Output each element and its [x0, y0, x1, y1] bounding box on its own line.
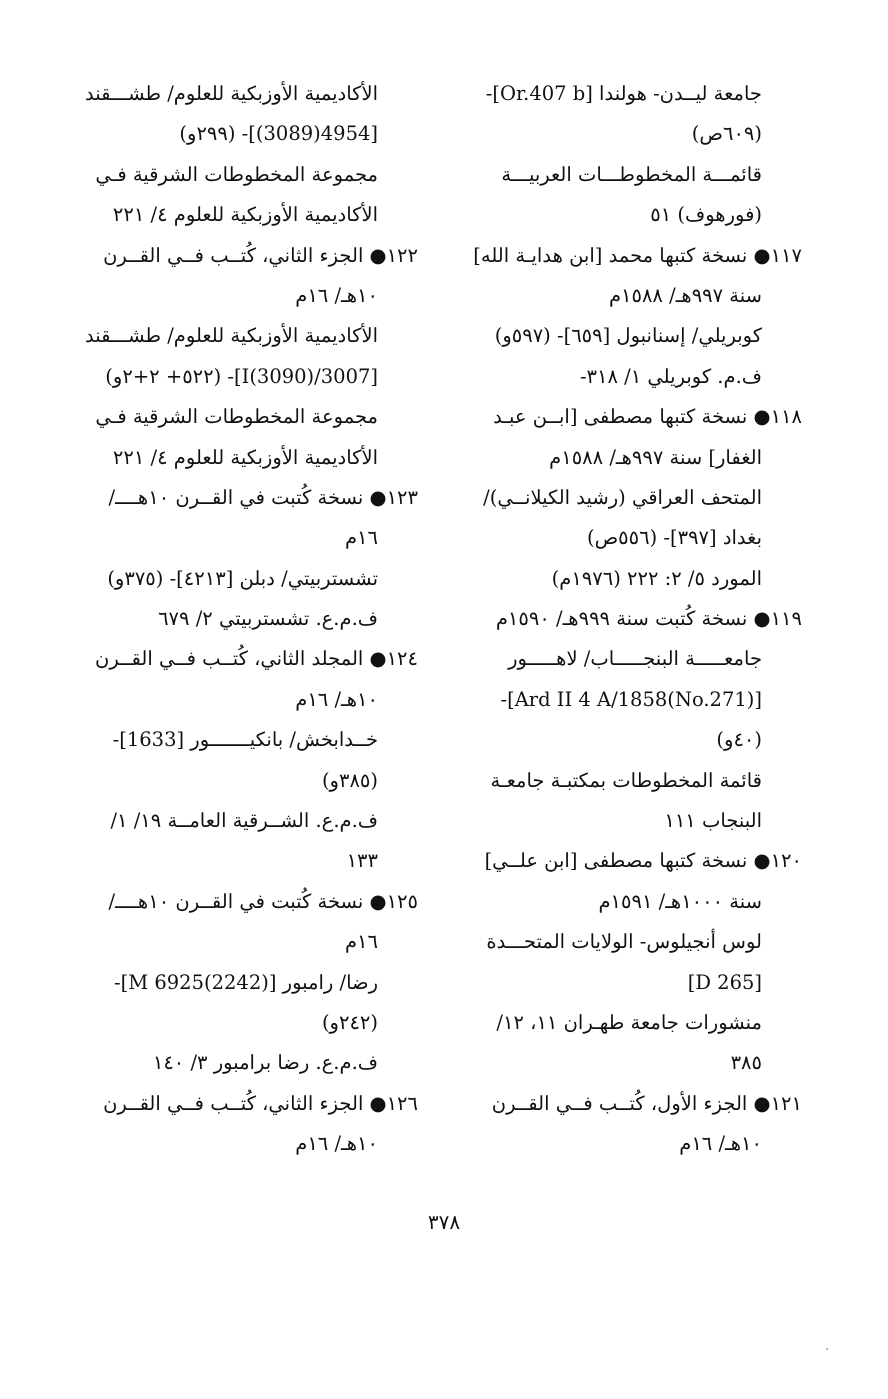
entry-heading-line: ١٢٤● المجلد الثاني، كُتــب فــي القــرن	[95, 647, 418, 671]
entry-line: بغداد [٣٩٧]- (٥٥٦ص)	[586, 526, 762, 550]
entry-line: ف.م.ع. الشــرقية العامــة ١٩/ ١/	[110, 809, 378, 833]
entry-line: المتحف العراقي (رشيد الكيلانــي)/	[483, 485, 762, 509]
entry-line: ١٠هـ/ ١٦م	[295, 1132, 378, 1156]
entry-line: [3007/I(3090)]- (٥٢٢+ ٢+٢و)	[105, 364, 378, 388]
entry-line: [D 265]	[687, 970, 762, 994]
entry-line: [(No.271)Ard II 4 A/1858]-	[500, 687, 762, 711]
entry-line: ف.م.ع. رضا برامبور ٣/ ١٤٠	[152, 1051, 378, 1075]
entry-line: ١٦م	[344, 930, 378, 954]
right-column	[462, 74, 802, 1165]
entry-heading-line: ١٢٥● نسخة كُتبت في القــرن ١٠هــــ/	[108, 889, 418, 913]
entry-line: (٦٠٩ص)	[691, 122, 762, 146]
entry-line: (فورهوف) ٥١	[650, 203, 762, 227]
entry-heading-line: ١١٨● نسخة كتبها مصطفى [ابــن عبـد	[493, 405, 802, 429]
entry-line: كوبريلي/ إسنانبول [٦٥٩]- (٥٩٧و)	[494, 324, 762, 348]
entry-line: ١٣٣	[346, 849, 378, 873]
entry-heading-line: ١١٩● نسخة كُتبت سنة ٩٩٩هـ/ ١٥٩٠م	[495, 607, 802, 631]
entry-line: مجموعة المخطوطات الشرقية فـي	[95, 162, 378, 186]
entry-line: رضا/ رامبور [M 6925(2242)]-	[114, 970, 378, 994]
entry-line: ف.م. كوبريلي ١/ ٣١٨-	[579, 364, 762, 388]
entry-line: ٣٨٥	[730, 1051, 762, 1075]
entry-line: ١٠هـ/ ١٦م	[295, 687, 378, 711]
entry-line: الأكاديمية الأوزبكية للعلوم ٤/ ٢٢١	[112, 203, 378, 227]
entry-line: سنة ١٠٠٠هـ/ ١٥٩١م	[598, 889, 762, 913]
left-column	[78, 74, 418, 1165]
entry-line: مجموعة المخطوطات الشرقية فـي	[95, 405, 378, 429]
entry-line: خــدابخش/ بانكيـــــــور [1633]-	[112, 728, 378, 752]
entry-line: ف.م.ع. تشستربيتي ٢/ ٦٧٩	[158, 607, 378, 631]
entry-line: الأكاديمية الأوزبكية للعلوم/ طشـــقند	[84, 82, 378, 105]
entry-line: جامعـــــة البنجـــــاب/ لاهـــــور	[508, 647, 762, 671]
entry-line: ١٦م	[344, 526, 378, 550]
entry-heading-line: ١٢٣● نسخة كُتبت في القــرن ١٠هــــ/	[108, 485, 418, 509]
entry-line: الأكاديمية الأوزبكية للعلوم ٤/ ٢٢١	[112, 445, 378, 469]
entry-heading-line: ١٢٠● نسخة كتبها مصطفى [ابن علــي]	[484, 849, 802, 873]
entry-line: (٢٤٢و)	[321, 1010, 378, 1034]
entry-heading-line: ١٢٢● الجزء الثاني، كُتــب فــي القــرن	[103, 243, 418, 267]
entry-line: المورد ٥/ ٢: ٢٢٢ (١٩٧٦م)	[551, 566, 762, 590]
entry-line: ١٠هـ/ ١٦م	[679, 1132, 762, 1156]
entry-line: (٣٨٥و)	[321, 768, 378, 792]
entry-line: [4954(3089)]- (٢٩٩و)	[179, 122, 378, 146]
entry-line: الأكاديمية الأوزبكية للعلوم/ طشـــقند	[84, 324, 378, 348]
entry-line: قائمـــة المخطوطـــات العربيـــة	[501, 162, 762, 186]
entry-heading-line: ١٢٦● الجزء الثاني، كُتــب فــي القــرن	[103, 1091, 418, 1115]
scan-speck	[826, 1348, 828, 1350]
entry-line: جامعة ليــدن- هولندا [Or.407 b]-	[485, 82, 762, 105]
entry-heading-line: ١٢١● الجزء الأول، كُتــب فــي القــرن	[491, 1091, 802, 1115]
entry-line: الغفار] سنة ٩٩٧هـ/ ١٥٨٨م	[549, 445, 762, 469]
entry-line: لوس أنجيلوس- الولايات المتحـــدة	[486, 930, 762, 954]
entry-line: تشستربيتي/ دبلن [٤٢١٣]- (٣٧٥و)	[107, 566, 378, 590]
entry-line: قائمة المخطوطات بمكتبـة جامعـة	[490, 768, 762, 792]
entry-line: منشورات جامعة طهـران ١١، ١٢/	[496, 1010, 762, 1034]
page-number: ٣٧٨	[427, 1210, 461, 1234]
entry-line: سنة ٩٩٧هـ/ ١٥٨٨م	[608, 283, 762, 307]
entry-line: (٤٠و)	[716, 728, 762, 752]
entry-line: ١٠هـ/ ١٦م	[295, 283, 378, 307]
entry-line: البنجاب ١١١	[664, 809, 762, 833]
entry-heading-line: ١١٧● نسخة كتبها محمد [ابن هدايـة الله]	[473, 243, 802, 267]
